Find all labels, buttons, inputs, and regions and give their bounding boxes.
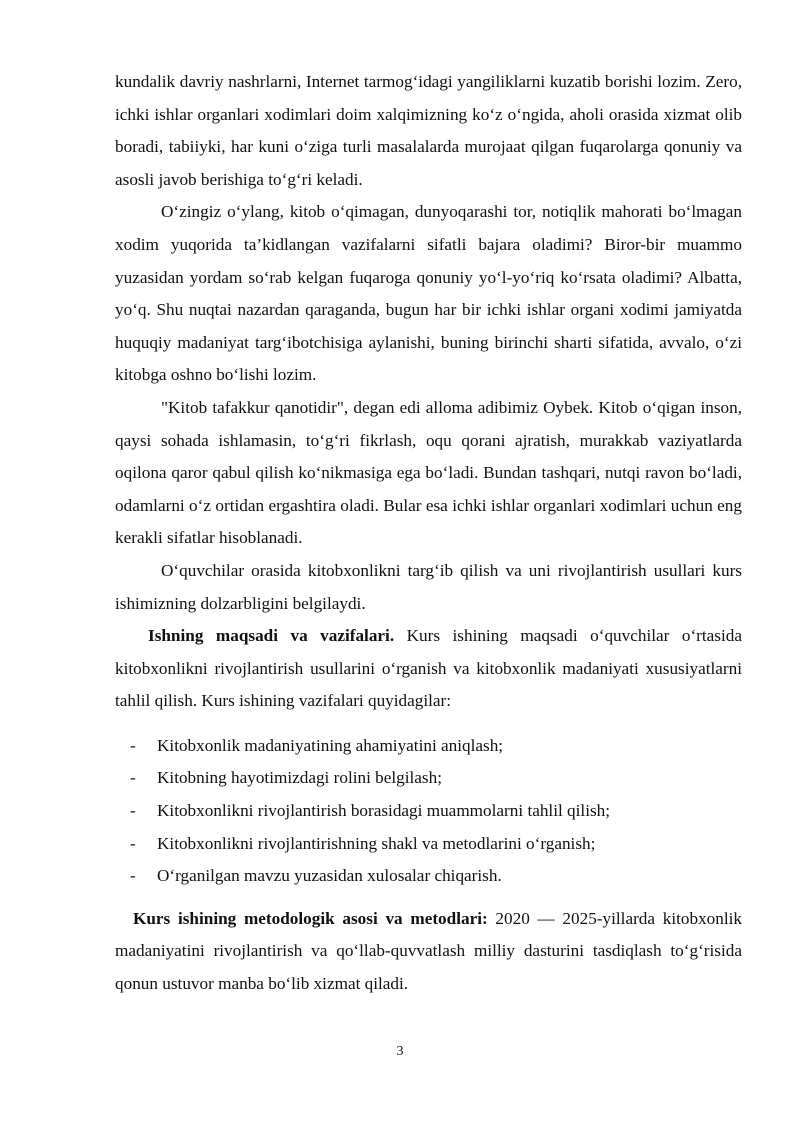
goals-text: Kurs ishining maqsadi o‘quvchilar o‘rtasida kitobxonlikni rivojlantirish usullarini o‘rganish va kitobxonlik madaniyati xususiyatlarni tahlil qilish. Kurs ishining vazifalari quyidagilar:: [115, 626, 742, 711]
document-page: [115, 66, 742, 1001]
goals-heading: Ishning maqsadi va vazifalari.: [148, 626, 395, 646]
tasks-list: [115, 730, 742, 893]
paragraph-relevance: O‘quvchilar orasida kitobxonlikni targ‘ib qilish va uni rivojlantirish usullari kurs ishimizning dolzarbligini belgilaydi.: [115, 560, 742, 613]
paragraph-goals: [115, 620, 742, 718]
methodology-heading: Kurs ishining metodologik asosi va metodlari:: [133, 908, 488, 928]
list-item-text: Kitobxonlikni rivojlantirishning shakl va metodlarini o‘rganish;: [157, 833, 596, 853]
page-number: 3: [396, 1044, 404, 1059]
list-item-text: Kitobxonlik madaniyatining ahamiyatini aniqlash;: [157, 735, 504, 755]
paragraph-intro: kundalik davriy nashrlarni, Internet tarmog‘idagi yangiliklarni kuzatib borishi lozim. Zero, ichki ishlar organlari xodimlari doim xalqimizning ko‘z o‘ngida, aholi orasida xizmat olib boradi, tabiiyki, har kuni o‘ziga turli masalalarda murojaat qilgan fuqarolarga qonuniy va asosli javob berishiga to‘g‘ri keladi.: [115, 72, 742, 189]
list-item: [115, 828, 742, 861]
list-marker: -: [130, 866, 136, 886]
list-marker: -: [130, 833, 136, 853]
list-item: [115, 762, 742, 795]
list-marker: -: [130, 768, 136, 788]
list-item: [115, 795, 742, 828]
list-item: [115, 860, 742, 893]
list-item-text: Kitobning hayotimizdagi rolini belgilash;: [157, 768, 442, 788]
list-marker: -: [130, 735, 136, 755]
paragraph-oybek-quote: "Kitob tafakkur qanotidir", degan edi alloma adibimiz Oybek. Kitob o‘qigan inson, qaysi sohada ishlamasin, to‘g‘ri fikrlash, oqu qorani ajratish, murakkab vaziyatlarda oqilona qaror qabul qilish ko‘nikmasiga ega bo‘ladi. Bundan tashqari, nutqi ravon bo‘ladi, odamlarni o‘z ortidan ergashtira oladi. Bular esa ichki ishlar organlari xodimlari uchun eng kerakli sifatlar hisoblanadi.: [115, 397, 742, 548]
list-item-text: Kitobxonlikni rivojlantirish borasidagi muammolarni tahlil qilish;: [157, 801, 611, 821]
methodology-text: 2020 — 2025-yillarda kitobxonlik madaniyatini rivojlantirish va qo‘llab-quvvatlash milliy dasturini tasdiqlash to‘g‘risida qonun ustuvor manba bo‘lib xizmat qiladi.: [115, 908, 742, 994]
list-item-text: O‘rganilgan mavzu yuzasidan xulosalar chiqarish.: [157, 866, 502, 886]
list-item: [115, 730, 742, 763]
paragraph-question: O‘zingiz o‘ylang, kitob o‘qimagan, dunyoqarashi tor, notiqlik mahorati bo‘lmagan xodim yuqorida ta’kidlangan vazifalarni sifatli bajara oladimi? Biror-bir muammo yuzasidan yordam so‘rab kelgan fuqaroga qonuniy yo‘l-yo‘riq ko‘rsata oladimi? Albatta, yo‘q. Shu nuqtai nazardan qaraganda, bugun har bir ichki ishlar organi xodimi jamiyatda huquqiy madaniyat targ‘ibotchisiga aylanishi, buning birinchi sharti sifatida, avvalo, o‘zi kitobga oshno bo‘lishi lozim.: [115, 202, 742, 385]
paragraph-methodology: [115, 903, 742, 1001]
list-marker: -: [130, 801, 136, 821]
